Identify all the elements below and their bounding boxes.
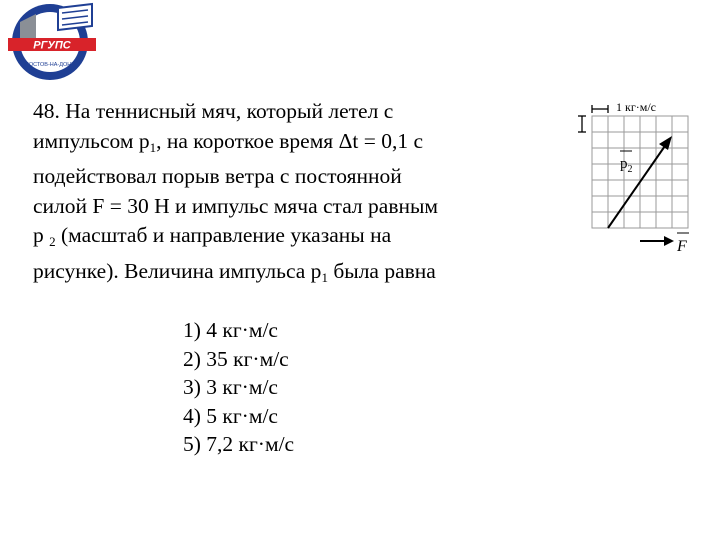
problem-line-5 xyxy=(33,221,561,257)
p2-label: $p_2$ xyxy=(620,156,633,175)
answer-option-4: 4) 5 кг·м/с xyxy=(183,403,278,428)
problem-line-6 xyxy=(33,257,561,293)
word: мяч, xyxy=(201,99,242,123)
vector-figure xyxy=(574,96,706,261)
text-fragment: p xyxy=(33,223,44,247)
word: указаны xyxy=(290,223,365,247)
text-fragment: была равна xyxy=(327,258,436,283)
rgups-emblem-icon xyxy=(0,0,108,84)
word: ветра xyxy=(225,164,275,188)
word: постоянной xyxy=(294,164,402,188)
answer-option-1: 1) 4 кг·м/с xyxy=(183,318,278,342)
grid xyxy=(592,116,688,228)
university-logo xyxy=(0,0,108,84)
problem-line-1 xyxy=(33,97,561,127)
text-fragment: , на короткое время Δt = 0,1 с xyxy=(156,128,424,153)
word: с xyxy=(383,99,394,123)
force-label: F xyxy=(677,238,687,255)
answer-options xyxy=(183,316,294,459)
word: который xyxy=(246,99,323,123)
answer-option-5: 5) 7,2 кг·м/с xyxy=(183,432,295,456)
word: На xyxy=(65,99,91,123)
p2-symbol xyxy=(33,223,56,247)
problem-number: 48. xyxy=(33,99,60,123)
logo-text: РГУПС xyxy=(33,39,71,52)
problem-text xyxy=(33,97,561,292)
word: подействовал xyxy=(33,164,157,188)
word: порыв xyxy=(162,164,220,188)
word: направление xyxy=(169,223,285,247)
problem-line-3 xyxy=(33,162,561,192)
subscript: 1 xyxy=(321,269,328,285)
word: и xyxy=(152,223,165,247)
vector-grid-diagram xyxy=(574,96,706,261)
answer-option-2: 2) 35 кг·м/с xyxy=(183,346,289,371)
word: на xyxy=(370,223,392,247)
problem-line-2 xyxy=(33,127,561,163)
scale-marker-icon xyxy=(578,105,608,132)
word: теннисный xyxy=(95,99,197,123)
subscript: 1 xyxy=(149,139,157,155)
force-arrow-icon xyxy=(640,236,674,246)
subscript: 2 xyxy=(49,234,56,249)
problem-line-4: силой F = 30 Н и импульс мяча стал равным xyxy=(33,193,439,218)
word: летел xyxy=(328,99,379,123)
text-fragment: импульсом p xyxy=(33,128,150,153)
word: (масштаб xyxy=(61,223,148,247)
word: с xyxy=(279,164,290,188)
answer-option-3: 3) 3 кг·м/с xyxy=(183,375,278,399)
text-fragment: рисунке). Величина импульса p xyxy=(33,258,322,283)
scale-label: 1 кг·м/с xyxy=(616,100,657,114)
logo-ring-text: РОСТОВ-НА-ДОНУ xyxy=(25,62,75,68)
